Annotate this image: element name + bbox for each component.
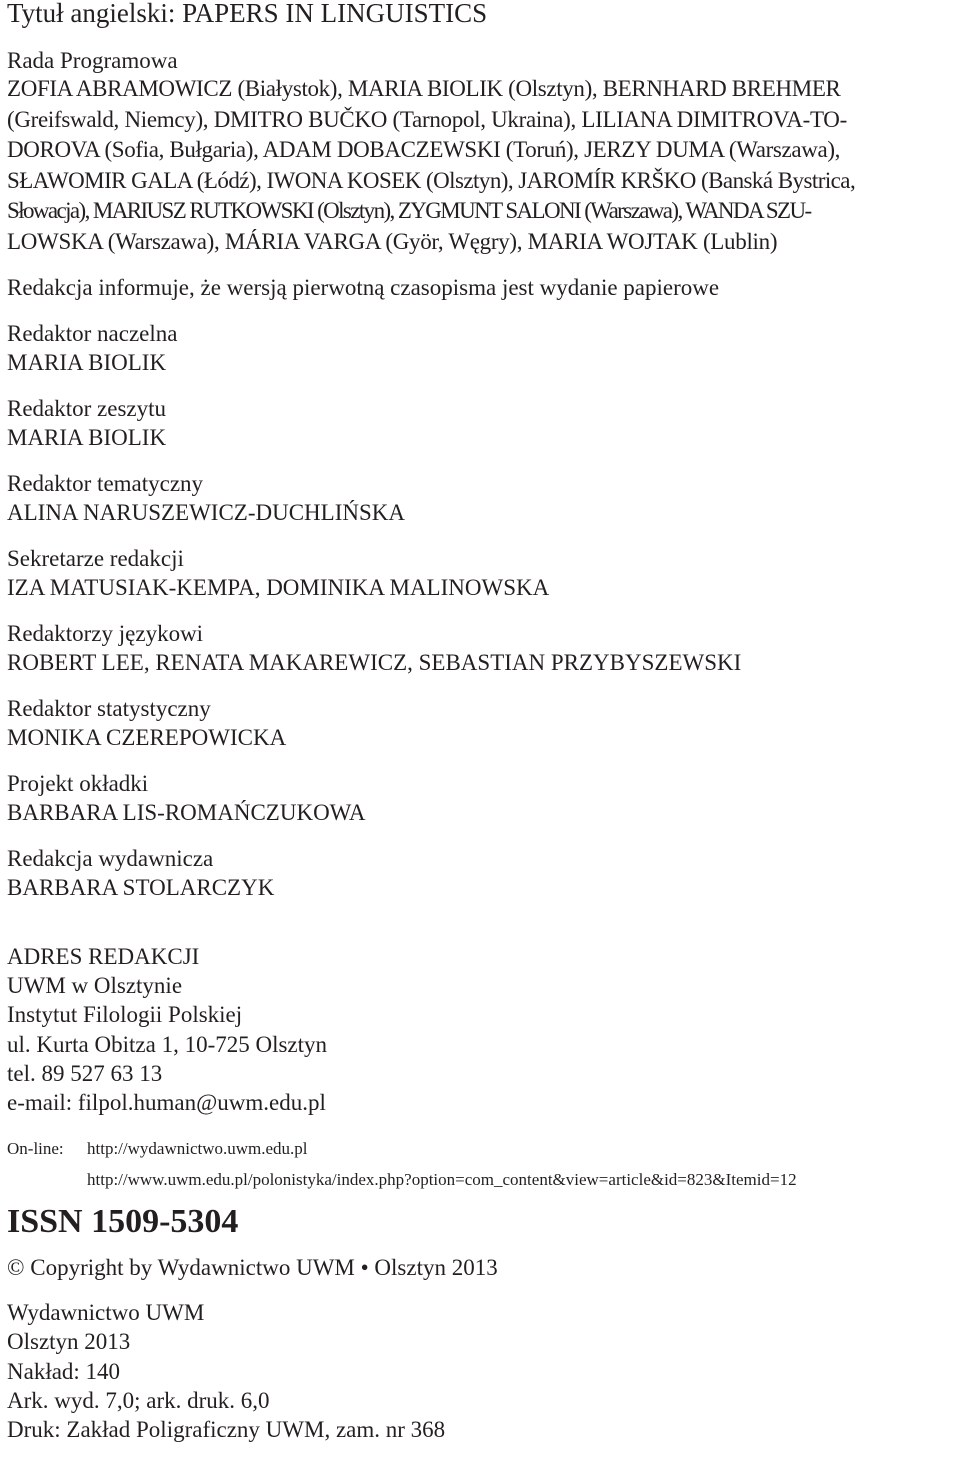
institute-website-link[interactable]: http://www.uwm.edu.pl/polonistyka/index.php?option=com_content&view=article&id=823&Itemid=12: [87, 1170, 797, 1190]
role-names: IZA MATUSIAK-KEMPA, DOMINIKA MALINOWSKA: [7, 575, 550, 600]
statistical-editor: [7, 694, 955, 752]
publisher-website-link[interactable]: http://wydawnictwo.uwm.edu.pl: [87, 1139, 308, 1159]
role-label: Sekretarze redakcji: [7, 546, 184, 571]
publisher-line: Druk: Zakład Poligraficzny UWM, zam. nr 368: [7, 1417, 446, 1443]
role-label: Redaktorzy językowi: [7, 621, 204, 646]
address-heading: ADRES REDAKCJI: [7, 944, 200, 969]
role-label: Redaktor naczelna: [7, 321, 178, 346]
role-names: BARBARA STOLARCZYK: [7, 875, 275, 900]
publisher-info: [7, 1298, 955, 1444]
role-label: Redakcja wydawnicza: [7, 846, 214, 871]
program-council-line: LOWSKA (Warszawa), MÁRIA VARGA (Györ, Węgry), MARIA WOJTAK (Lublin): [7, 228, 778, 254]
thematic-editor: [7, 469, 955, 527]
role-label: Redaktor zeszytu: [7, 396, 167, 421]
editorial-secretaries: [7, 544, 955, 602]
online-links: [7, 1133, 955, 1195]
editorial-address: [7, 942, 955, 1117]
program-council-label: Rada Programowa: [7, 48, 178, 73]
role-label: Projekt okładki: [7, 771, 149, 796]
role-names: ROBERT LEE, RENATA MAKAREWICZ, SEBASTIAN PRZYBYSZEWSKI: [7, 650, 742, 675]
email-address[interactable]: e-mail: filpol.human@uwm.edu.pl: [7, 1090, 326, 1116]
paper-version-note: Redakcja informuje, że wersją pierwotną czasopisma jest wydanie papierowe: [7, 275, 720, 300]
program-council-line: DOROVA (Sofia, Bułgaria), ADAM DOBACZEWSKI (Toruń), JERZY DUMA (Warszawa),: [7, 137, 841, 162]
publisher-line: Nakład: 140: [7, 1358, 121, 1384]
program-council-line: (Greifswald, Niemcy), DMITRO BUČKO (Tarnopol, Ukraina), LILIANA DIMITROVA-TO-: [7, 106, 847, 132]
address-line: ul. Kurta Obitza 1, 10-725 Olsztyn: [7, 1031, 328, 1057]
role-names: MARIA BIOLIK: [7, 350, 167, 375]
role-names: MONIKA CZEREPOWICKA: [7, 725, 287, 750]
role-label: Redaktor statystyczny: [7, 696, 211, 721]
english-title: Tytuł angielski: PAPERS IN LINGUISTICS: [7, 0, 488, 28]
publishing-editor: [7, 844, 955, 902]
address-line: UWM w Olsztynie: [7, 973, 183, 999]
role-names: ALINA NARUSZEWICZ-DUCHLIŃSKA: [7, 500, 405, 525]
language-editors: [7, 619, 955, 677]
issn-number: ISSN 1509-5304: [7, 1203, 239, 1241]
address-line: Instytut Filologii Polskiej: [7, 1002, 243, 1028]
publisher-line: Wydawnictwo UWM: [7, 1300, 205, 1326]
program-council-line: Słowacja), MARIUSZ RUTKOWSKI (Olsztyn), ZYGMUNT SALONI (Warszawa), WANDA SZU-: [7, 198, 811, 223]
issue-editor: [7, 394, 955, 452]
cover-design: [7, 769, 955, 827]
copyright-notice: © Copyright by Wydawnictwo UWM • Olsztyn 2013: [7, 1255, 498, 1281]
role-names: MARIA BIOLIK: [7, 425, 167, 450]
publisher-line: Olsztyn 2013: [7, 1329, 131, 1355]
editor-in-chief: [7, 319, 955, 377]
program-council: [7, 48, 955, 257]
imprint-page: [7, 0, 955, 1444]
program-council-line: SŁAWOMIR GALA (Łódź), IWONA KOSEK (Olsztyn), JAROMÍR KRŠKO (Banská Bystrica,: [7, 167, 856, 193]
online-label: On-line:: [7, 1139, 64, 1159]
phone-number: tel. 89 527 63 13: [7, 1060, 163, 1086]
role-label: Redaktor tematyczny: [7, 471, 204, 496]
program-council-line: ZOFIA ABRAMOWICZ (Białystok), MARIA BIOLIK (Olsztyn), BERNHARD BREHMER: [7, 76, 841, 101]
role-names: BARBARA LIS-ROMAŃCZUKOWA: [7, 800, 366, 825]
publisher-line: Ark. wyd. 7,0; ark. druk. 6,0: [7, 1387, 270, 1413]
